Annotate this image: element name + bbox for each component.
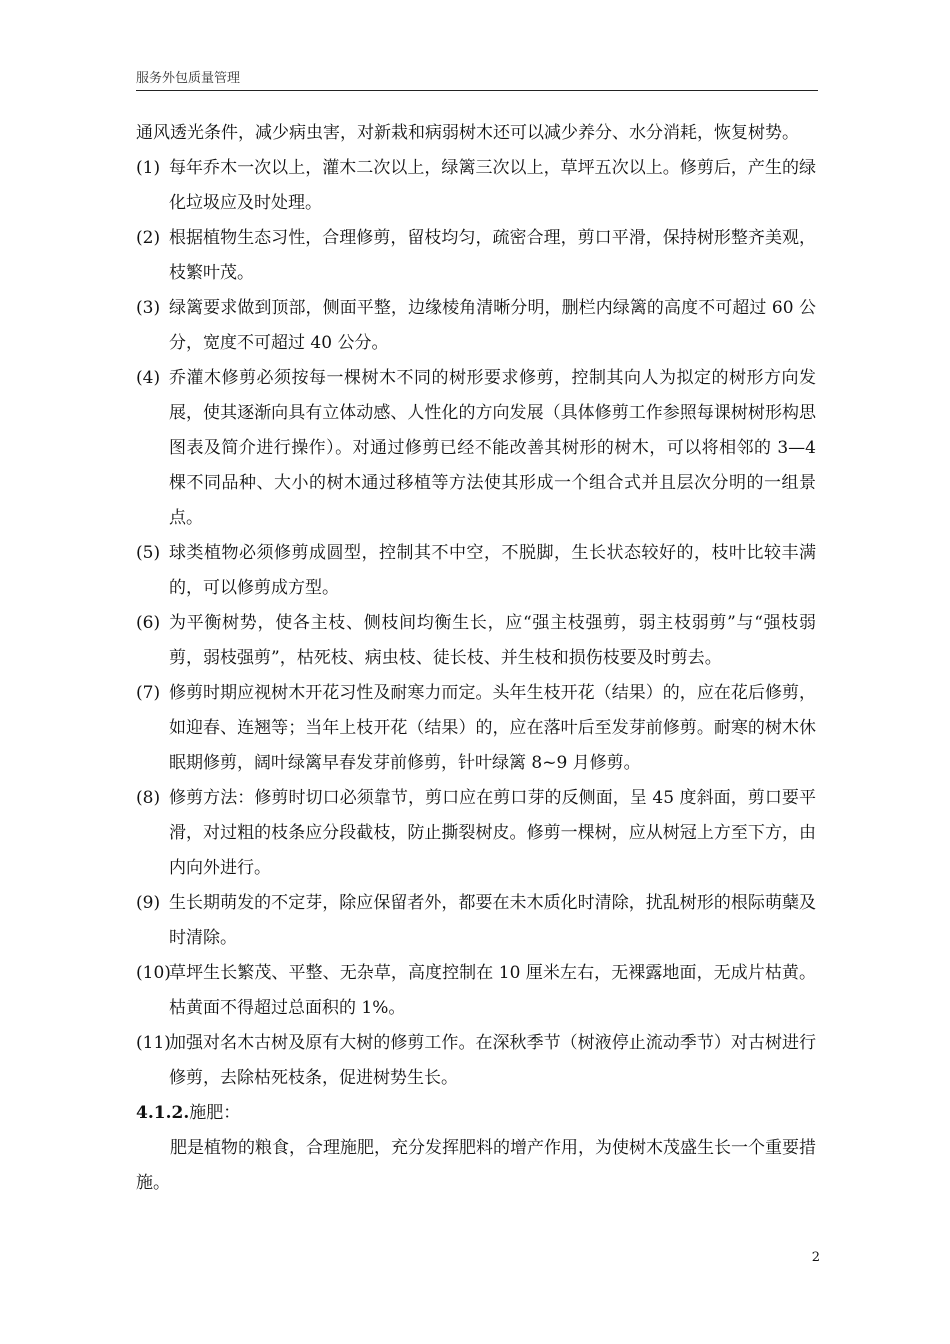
list-item <box>136 781 816 886</box>
list-item <box>136 676 816 781</box>
list-item-text: 修剪方法：修剪时切口必须靠节，剪口应在剪口芽的反侧面，呈 45 度斜面，剪口要平滑，对过粗的枝条应分段截枝，防止撕裂树皮。修剪一棵树，应从树冠上方至下方，由内向外进行。 <box>169 788 816 878</box>
list-item-text: 绿篱要求做到顶部，侧面平整，边缘棱角清晰分明，删栏内绿篱的高度不可超过 60 公分，宽度不可超过 40 公分。 <box>169 298 816 353</box>
list-item-text: 每年乔木一次以上，灌木二次以上，绿篱三次以上，草坪五次以上。修剪后，产生的绿化垃圾应及时处理。 <box>169 158 816 213</box>
list-item-number: (6) <box>136 613 161 633</box>
list-item <box>136 151 816 221</box>
section-title: 施肥： <box>189 1103 241 1123</box>
list-item-text: 根据植物生态习性，合理修剪，留枝均匀，疏密合理，剪口平滑，保持树形整齐美观，枝繁叶茂。 <box>169 228 816 283</box>
section-number: 4.1.2. <box>136 1103 190 1123</box>
list-item-number: (8) <box>136 788 161 808</box>
list-item <box>136 1026 816 1096</box>
list-item <box>136 886 816 956</box>
list-item-number: (2) <box>136 228 161 248</box>
list-item-number: (5) <box>136 543 161 563</box>
page-header <box>136 70 818 91</box>
list-item-number: (4) <box>136 368 161 388</box>
list-item-number: (7) <box>136 683 161 703</box>
intro-paragraph: 通风透光条件，减少病虫害，对新栽和病弱树木还可以减少养分、水分消耗，恢复树势。 <box>136 123 799 143</box>
list-item-text: 球类植物必须修剪成圆型，控制其不中空，不脱脚，生长状态较好的，枝叶比较丰满的，可以修剪成方型。 <box>169 543 816 598</box>
list-item-text: 乔灌木修剪必须按每一棵树木不同的树形要求修剪，控制其向人为拟定的树形方向发展，使其逐渐向具有立体动感、人性化的方向发展（具体修剪工作参照每课树树形构思图表及简介进行操作）。对通过修剪已经不能改善其树形的树木，可以将相邻的 3—4 棵不同品种、大小的树木通过移植等方法使其形成一个组合式并且层次分明的一组景点。 <box>169 368 816 528</box>
list-item-number: (11) <box>136 1033 171 1053</box>
list-item-number: (9) <box>136 893 161 913</box>
list-item-number: (10) <box>136 963 171 983</box>
section-heading <box>136 1096 816 1131</box>
section-paragraph: 肥是植物的粮食，合理施肥，充分发挥肥料的增产作用，为使树木茂盛生长一个重要措施。 <box>136 1138 816 1193</box>
header-title: 服务外包质量管理 <box>136 71 241 86</box>
page-number: 2 <box>811 1250 820 1265</box>
list-item <box>136 956 816 1026</box>
list-item-text: 修剪时期应视树木开花习性及耐寒力而定。头年生枝开花（结果）的，应在花后修剪，如迎春、连翘等；当年上枝开花（结果）的，应在落叶后至发芽前修剪。耐寒的树木休眠期修剪，阔叶绿篱早春发芽前修剪，针叶绿篱 8~9 月修剪。 <box>169 683 816 773</box>
list-item <box>136 221 816 291</box>
list-item-text: 草坪生长繁茂、平整、无杂草，高度控制在 10 厘米左右，无裸露地面，无成片枯黄。枯黄面不得超过总面积的 1%。 <box>169 963 816 1018</box>
list-item-text: 加强对名木古树及原有大树的修剪工作。在深秋季节（树液停止流动季节）对古树进行修剪，去除枯死枝条，促进树势生长。 <box>169 1033 816 1088</box>
list-item <box>136 291 816 361</box>
list-item <box>136 361 816 536</box>
list-item-text: 为平衡树势，使各主枝、侧枝间均衡生长，应“强主枝强剪，弱主枝弱剪”与“强枝弱剪，弱枝强剪”，枯死枝、病虫枝、徒长枝、并生枝和损伤枝要及时剪去。 <box>169 613 816 668</box>
list-item-number: (3) <box>136 298 161 318</box>
list-item-number: (1) <box>136 158 161 178</box>
list-item-text: 生长期萌发的不定芽，除应保留者外，都要在未木质化时清除，扰乱树形的根际萌蘖及时清除。 <box>169 893 816 948</box>
list-item <box>136 606 816 676</box>
document-body <box>136 116 816 1201</box>
list-item <box>136 536 816 606</box>
